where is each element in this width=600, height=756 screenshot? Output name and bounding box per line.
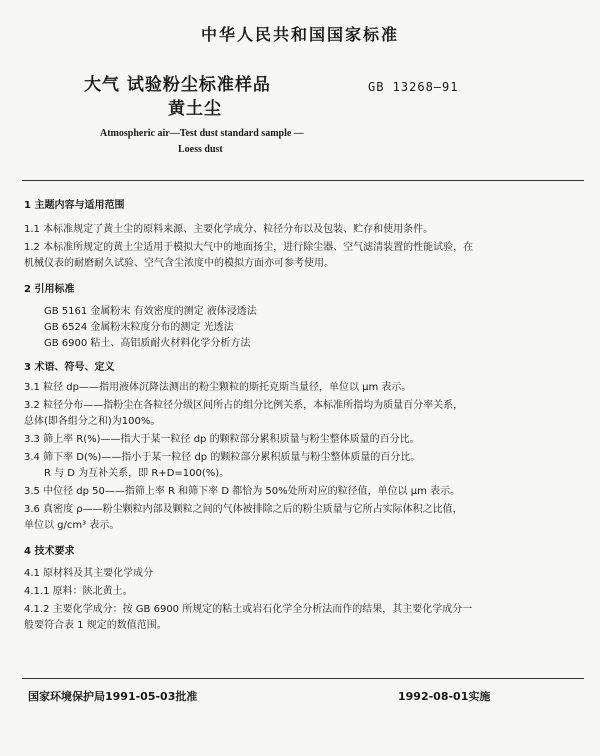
standard-code: GB 13268—91	[368, 80, 459, 94]
term-3-2: 3.2 粒径分布——指粉尘在各粒径分级区间所占的组分比例关系，本标准所指均为质量百分率关系，	[24, 400, 464, 411]
term-3-4: 3.4 筛下率 D(%)——指小于某一粒径 dp 的颗粒部分累积质量与粉尘整体质量的百分比。	[24, 452, 421, 463]
reference-gb6524: GB 6524 金属粉末粒度分布的测定 光透法	[44, 322, 234, 333]
title-chinese-line2: 黄土尘	[168, 99, 222, 119]
section-2-heading: 2 引用标准	[24, 284, 75, 295]
clause-1-2: 1.2 本标准所规定的黄土尘适用于模拟大气中的地面扬尘，进行除尘器、空气滤清装置的性能试验，在	[24, 242, 474, 253]
term-3-3: 3.3 筛上率 R(%)——指大于某一粒径 dp 的颗粒部分累积质量与粉尘整体质量的百分比。	[24, 434, 420, 445]
section-4-heading: 4 技术要求	[24, 546, 75, 557]
term-3-5: 3.5 中位径 dp 50——指筛上率 R 和筛下率 D 都恰为 50%处所对应的粒径值，单位以 μm 表示。	[24, 486, 461, 497]
national-standard-header: 中华人民共和国国家标准	[200, 25, 399, 44]
clause-1-1: 1.1 本标准规定了黄土尘的原料来源、主要化学成分、粒径分布以及包装、贮存和使用条件。	[24, 224, 434, 235]
title-english-line2: Loess dust	[178, 144, 223, 155]
clause-1-2-cont: 机械仪表的耐磨耐久试验、空气含尘浓度中的模拟方面亦可参考使用。	[24, 258, 334, 269]
term-3-2-cont: 总体(即各组分之和)为100%。	[24, 416, 161, 427]
footer-divider	[22, 678, 584, 679]
term-3-1: 3.1 粒径 dp——指用液体沉降法测出的粉尘颗粒的斯托克斯当量径，单位以 μm 表示。	[24, 382, 412, 393]
clause-4-1-2-cont: 般要符合表 1 规定的数值范围。	[24, 620, 167, 631]
section-3-heading: 3 术语、符号、定义	[24, 362, 115, 373]
term-3-6: 3.6 真密度 ρ——粉尘颗粒内部及颗粒之间的气体被排除之后的粉尘质量与它所占实际体积之比值，	[24, 504, 463, 515]
clause-4-1: 4.1 原材料及其主要化学成分	[24, 568, 154, 579]
reference-gb6900: GB 6900 粘土、高铝质耐火材料化学分析方法	[44, 338, 251, 349]
title-english-line1: Atmospheric air—Test dust standard sample —	[100, 128, 304, 139]
approval-line: 国家环境保护局1991-05-03批准	[28, 690, 198, 703]
term-3-6-cont: 单位以 g/cm³ 表示。	[24, 520, 120, 531]
clause-4-1-1: 4.1.1 原料：陕北黄土。	[24, 586, 133, 597]
implementation-line: 1992-08-01实施	[398, 690, 491, 703]
term-3-4-relation: R 与 D 为互补关系，即 R+D=100(%)。	[44, 468, 230, 479]
reference-gb5161: GB 5161 金属粉末 有效密度的测定 液体浸透法	[44, 306, 257, 317]
section-1-heading: 1 主题内容与适用范围	[24, 200, 125, 211]
header-divider	[22, 180, 584, 181]
clause-4-1-2: 4.1.2 主要化学成分：按 GB 6900 所规定的粘土或岩石化学全分析法而作的结果，其主要化学成分一	[24, 604, 473, 615]
title-chinese-line1: 大气 试验粉尘标准样品	[84, 75, 271, 95]
